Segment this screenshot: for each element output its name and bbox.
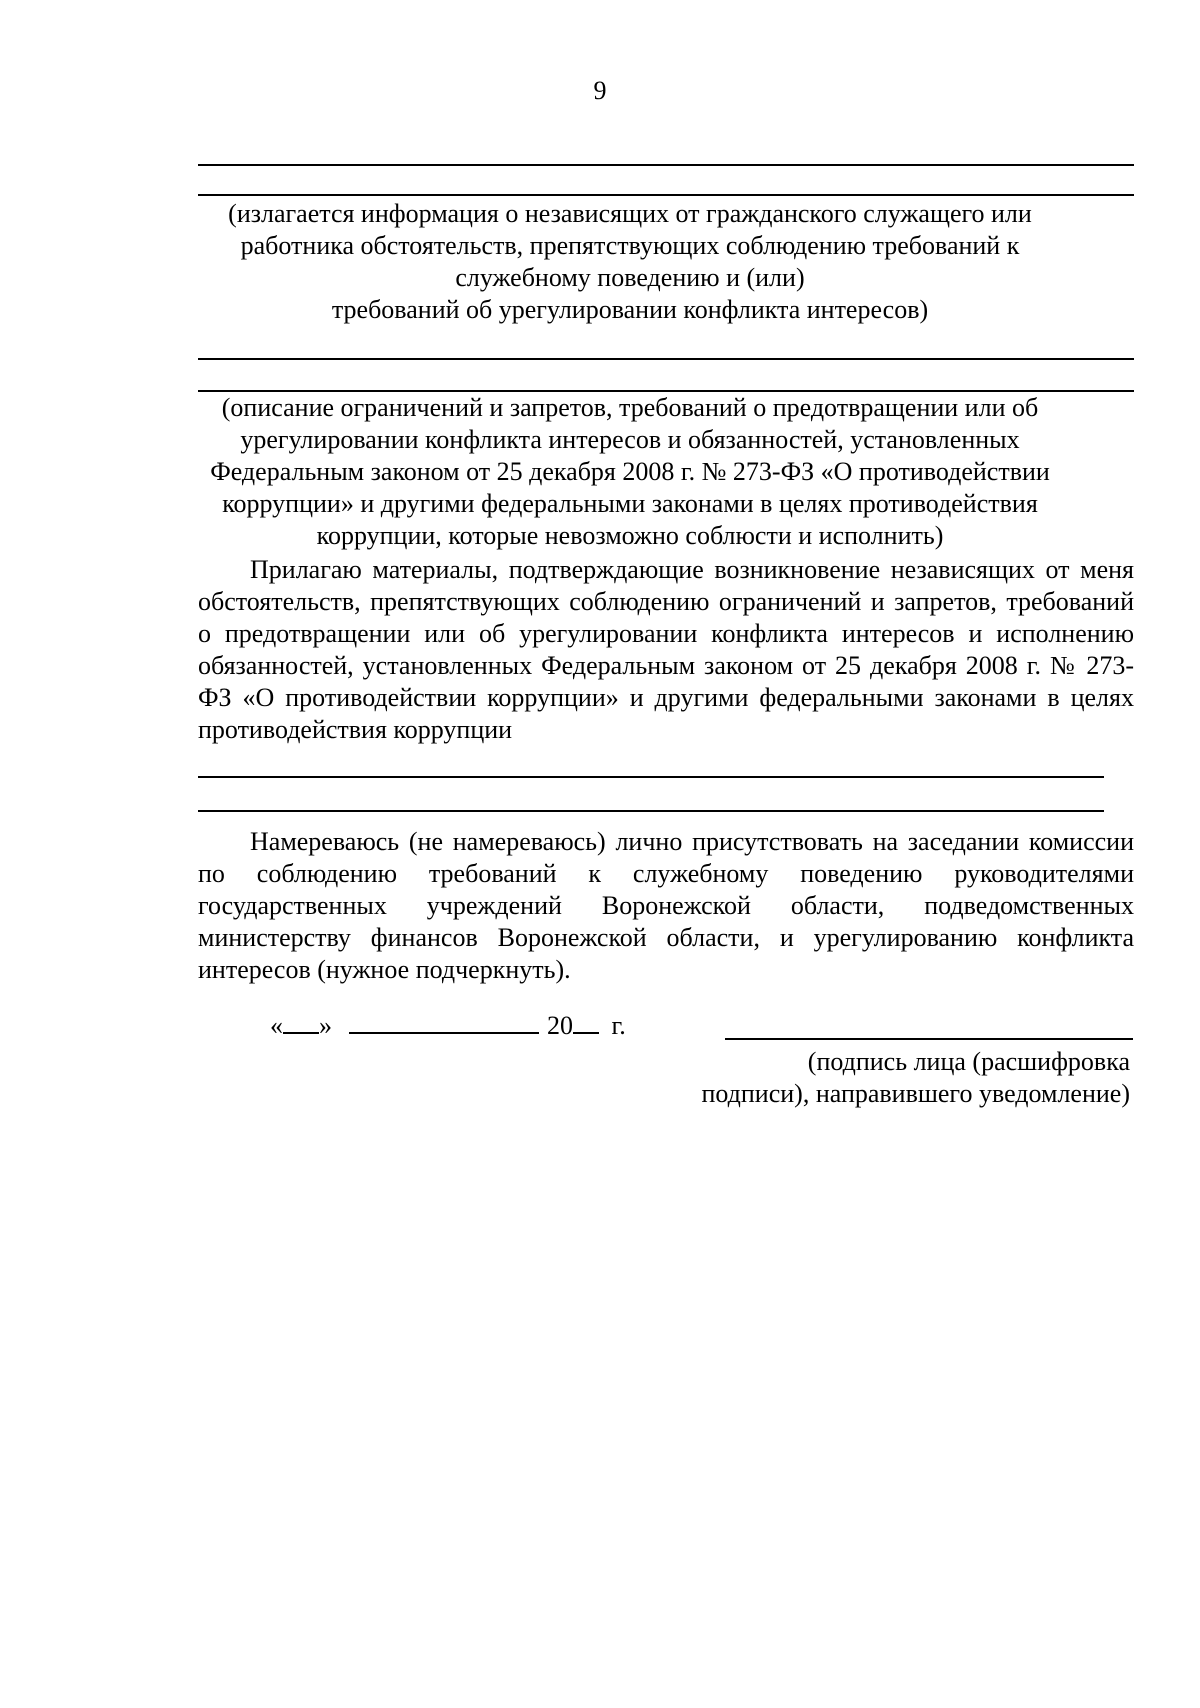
- month-blank[interactable]: [349, 1010, 539, 1034]
- intent-paragraph: [198, 826, 1134, 986]
- section1-caption: [190, 198, 1070, 326]
- year-suffix: г.: [611, 1011, 626, 1040]
- caption-line: коррупции, которые невозможно соблюсти и исполнить): [316, 521, 944, 550]
- fill-line: [198, 194, 1134, 196]
- caption-line: требований об урегулировании конфликта интересов): [331, 295, 929, 324]
- fill-line: [198, 810, 1104, 812]
- caption-line: Федеральным законом от 25 декабря 2008 г. № 273-ФЗ «О противодействии: [210, 457, 1050, 486]
- page-number: 9: [593, 76, 607, 105]
- fill-line: [198, 776, 1104, 778]
- intent-paragraph-text: Намереваюсь (не намереваюсь) лично присутствовать на заседании комиссии по соблюдению требований к служебному поведению руководителями государственных учреждений Воронежской области, подведомственных министерству финансов Воронежской области, и урегулированию конфликта интересов (нужное подчеркнуть).: [198, 827, 1134, 984]
- day-blank[interactable]: [283, 1010, 319, 1034]
- section2-caption: [190, 392, 1070, 552]
- date-field: [270, 1010, 626, 1042]
- date-open-quote: «: [270, 1011, 283, 1040]
- signature-caption-line: (подпись лица (расшифровка: [807, 1047, 1130, 1076]
- caption-line: коррупции» и другими федеральными законами в целях противодействия: [222, 489, 1038, 518]
- year-prefix: 20: [547, 1011, 573, 1040]
- attach-paragraph: [198, 554, 1134, 746]
- signature-caption-line: подписи), направившего уведомление): [701, 1079, 1130, 1108]
- caption-line: (описание ограничений и запретов, требований о предотвращении или об: [221, 393, 1039, 422]
- caption-line: (излагается информация о независящих от гражданского служащего или: [228, 199, 1032, 228]
- date-close-quote: »: [319, 1011, 332, 1040]
- fill-line: [198, 164, 1134, 166]
- signature-caption: [702, 1046, 1131, 1110]
- year-blank[interactable]: [573, 1010, 599, 1034]
- caption-line: служебному поведению и (или): [455, 263, 805, 292]
- caption-line: работника обстоятельств, препятствующих соблюдению требований к: [240, 231, 1020, 260]
- attach-paragraph-text: Прилагаю материалы, подтверждающие возникновение независящих от меня обстоятельств, препятствующих соблюдению ограничений и запретов, требований о предотвращении или об урегулировании конфликта интересов и исполнению обязанностей, установленных Федеральным законом от 25 декабря 2008 г. № 273-ФЗ «О противодействии коррупции» и другими федеральными законами в целях противодействия коррупции: [198, 555, 1134, 744]
- fill-line: [198, 358, 1134, 360]
- caption-line: урегулировании конфликта интересов и обязанностей, установленных: [240, 425, 1020, 454]
- signature-line[interactable]: [725, 1038, 1133, 1040]
